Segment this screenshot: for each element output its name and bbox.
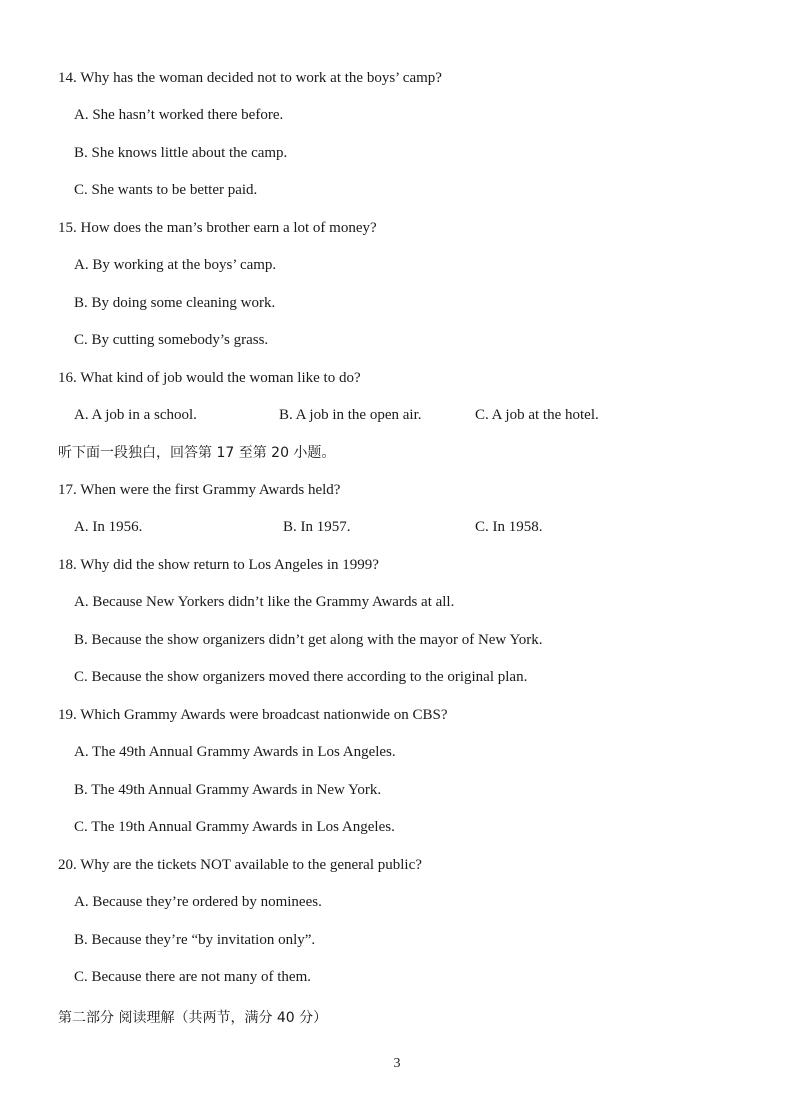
question-18-option-b: B. Because the show organizers didn’t get along with the mayor of New York. <box>74 632 543 648</box>
question-17-option-b: B. In 1957. <box>283 519 351 535</box>
question-text: What kind of job would the woman like to do? <box>80 370 361 386</box>
question-14-option-a: A. She hasn’t worked there before. <box>74 107 284 123</box>
question-number: 19. <box>58 707 77 723</box>
question-text: How does the man’s brother earn a lot of money? <box>80 220 377 236</box>
question-18 <box>58 555 379 575</box>
question-19 <box>58 705 448 725</box>
question-text: Why are the tickets NOT available to the general public? <box>80 857 422 873</box>
question-20 <box>58 855 422 875</box>
question-15-option-a: A. By working at the boys’ camp. <box>74 257 277 273</box>
question-19-option-b: B. The 49th Annual Grammy Awards in New York. <box>74 782 382 798</box>
question-17-option-c: C. In 1958. <box>475 519 543 535</box>
section-two-heading: 第二部分 阅读理解（共两节，满分 40 分） <box>58 1010 328 1026</box>
question-number: 18. <box>58 557 77 573</box>
question-14 <box>58 68 442 88</box>
question-number: 14. <box>58 70 77 86</box>
question-15-option-b: B. By doing some cleaning work. <box>74 295 276 311</box>
question-text: Which Grammy Awards were broadcast nationwide on CBS? <box>80 707 448 723</box>
question-16-option-a: A. A job in a school. <box>74 407 197 423</box>
question-14-option-c: C. She wants to be better paid. <box>74 182 258 198</box>
question-19-option-c: C. The 19th Annual Grammy Awards in Los Angeles. <box>74 819 395 835</box>
question-15-option-c: C. By cutting somebody’s grass. <box>74 332 269 348</box>
listening-instruction: 听下面一段独白，回答第 17 至第 20 小题。 <box>58 445 336 461</box>
question-15 <box>58 218 377 238</box>
question-18-option-a: A. Because New Yorkers didn’t like the Grammy Awards at all. <box>74 594 455 610</box>
question-number: 15. <box>58 220 77 236</box>
question-text: Why has the woman decided not to work at the boys’ camp? <box>80 70 442 86</box>
question-text: Why did the show return to Los Angeles in 1999? <box>80 557 379 573</box>
question-16 <box>58 368 361 388</box>
question-20-option-b: B. Because they’re “by invitation only”. <box>74 932 316 948</box>
question-19-option-a: A. The 49th Annual Grammy Awards in Los Angeles. <box>74 744 396 760</box>
question-number: 20. <box>58 857 77 873</box>
question-14-option-b: B. She knows little about the camp. <box>74 145 288 161</box>
question-number: 17. <box>58 482 77 498</box>
question-20-option-a: A. Because they’re ordered by nominees. <box>74 894 322 910</box>
question-number: 16. <box>58 370 77 386</box>
question-16-option-b: B. A job in the open air. <box>279 407 422 423</box>
question-20-option-c: C. Because there are not many of them. <box>74 969 311 985</box>
question-16-option-c: C. A job at the hotel. <box>475 407 599 423</box>
question-18-option-c: C. Because the show organizers moved there according to the original plan. <box>74 669 528 685</box>
question-17 <box>58 480 340 500</box>
question-text: When were the first Grammy Awards held? <box>80 482 341 498</box>
question-17-option-a: A. In 1956. <box>74 519 143 535</box>
page-number: 3 <box>393 1056 401 1071</box>
